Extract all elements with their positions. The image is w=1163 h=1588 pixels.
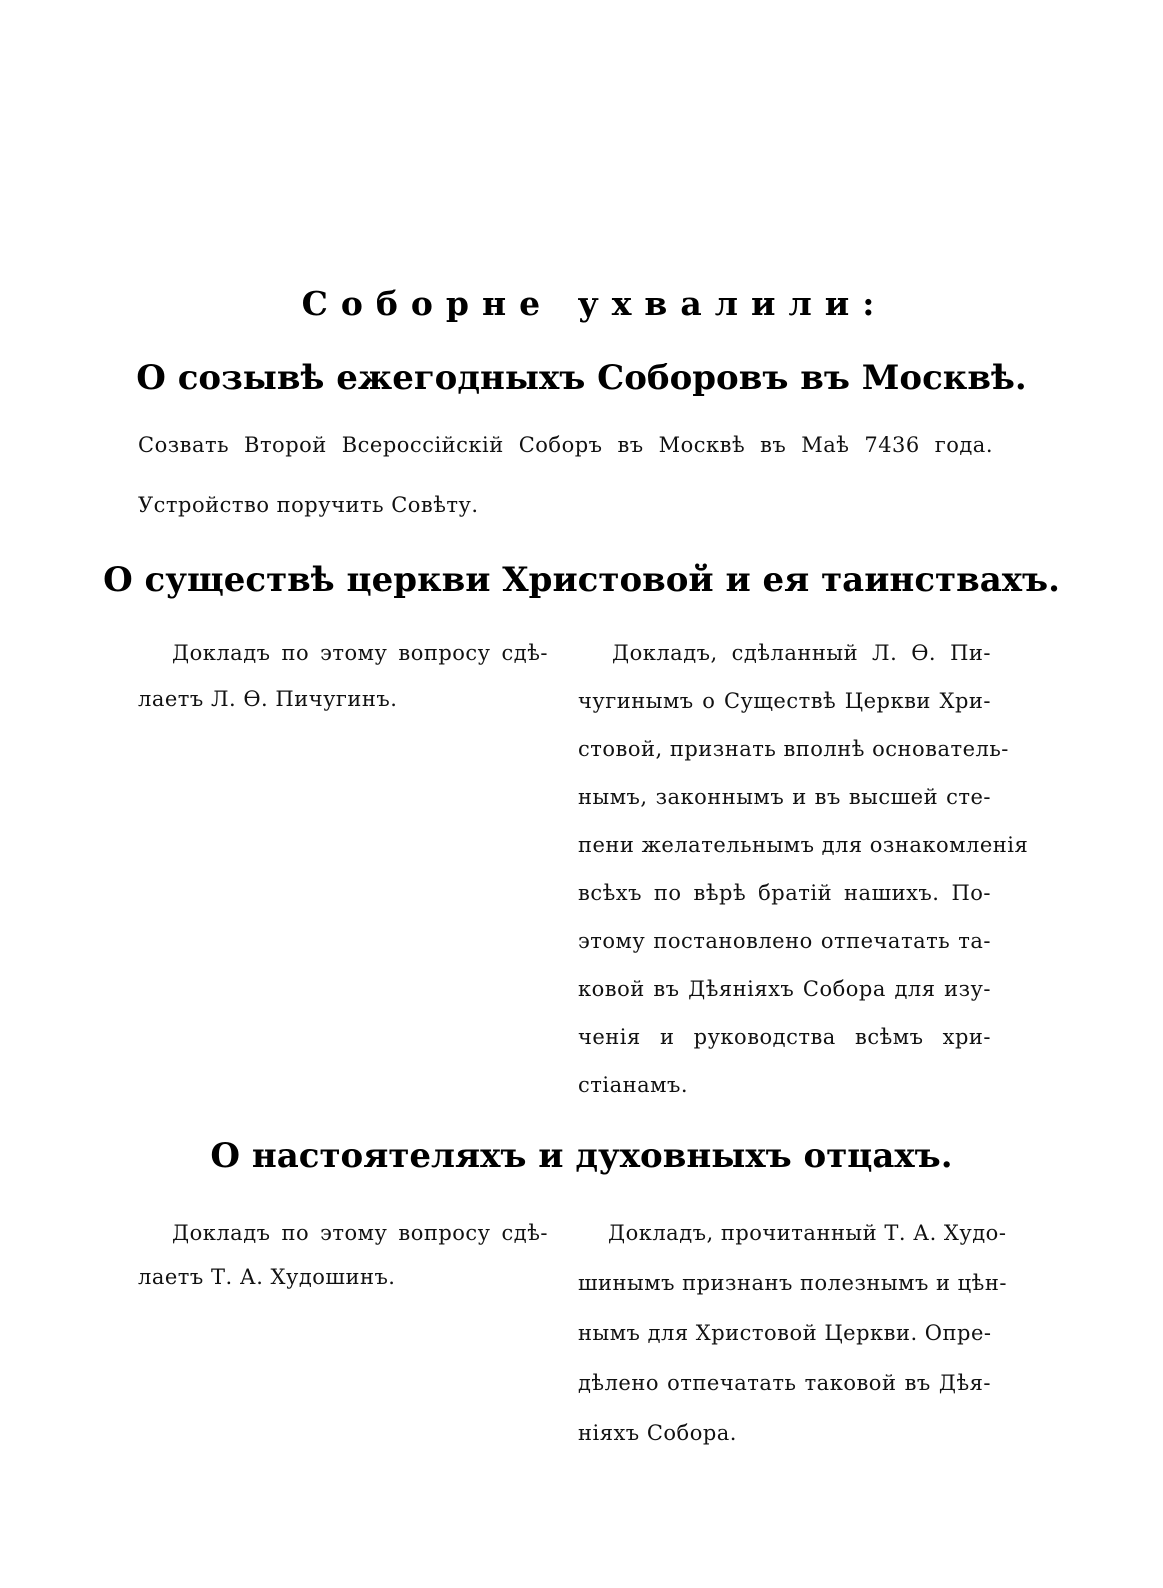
left-paragraph-line: Докладъ по этому вопросу сдѣ- — [172, 1221, 548, 1245]
left-paragraph-line: лаетъ Т. А. Худошинъ. — [138, 1265, 396, 1289]
right-paragraph-line: дѣлено отпечатать таковой въ Дѣя- — [578, 1371, 991, 1395]
right-paragraph-line: чугинымъ о Существѣ Церкви Хри- — [578, 689, 991, 713]
section-heading-sobors: О созывѣ ежегодныхъ Соборовъ въ Москвѣ. — [136, 358, 1027, 398]
paragraph-line: Устройство поручить Совѣту. — [138, 493, 479, 517]
right-paragraph-line: ковой въ Дѣянiяхъ Собора для изу- — [578, 977, 991, 1001]
section-heading-abbots: О настоятеляхъ и духовныхъ отцахъ. — [210, 1136, 953, 1176]
page-title: Соборне ухвалили: — [301, 284, 888, 323]
right-paragraph-line: стiанамъ. — [578, 1073, 689, 1097]
right-paragraph-line: пени желательнымъ для ознакомленiя — [578, 833, 1029, 857]
right-paragraph-line: Докладъ, сдѣланный Л. Ѳ. Пи- — [612, 641, 991, 665]
right-paragraph-line: шинымъ признанъ полезнымъ и цѣн- — [578, 1271, 1007, 1295]
right-paragraph-line: всѣхъ по вѣрѣ братiй нашихъ. По- — [578, 881, 991, 905]
left-paragraph-line: Докладъ по этому вопросу сдѣ- — [172, 641, 548, 665]
right-paragraph-line: этому постановлено отпечатать та- — [578, 929, 991, 953]
section-heading-church-essence: О существѣ церкви Христовой и ея таинствахъ. — [103, 560, 1060, 600]
right-paragraph-line: нiяхъ Собора. — [578, 1421, 737, 1445]
right-paragraph-line: ченiя и руководства всѣмъ хри- — [578, 1025, 991, 1049]
right-paragraph-line: нымъ, законнымъ и въ высшей сте- — [578, 785, 991, 809]
right-paragraph-line: нымъ для Христовой Церкви. Опре- — [578, 1321, 992, 1345]
paragraph-line: Созвать Второй Всероссiйскiй Соборъ въ Москвѣ въ Маѣ 7436 года. — [138, 433, 993, 457]
right-paragraph-line: Докладъ, прочитанный Т. А. Худо- — [608, 1221, 1007, 1245]
right-paragraph-line: стовой, признать вполнѣ основатель- — [578, 737, 1009, 761]
left-paragraph-line: лаетъ Л. Ѳ. Пичугинъ. — [138, 687, 398, 711]
